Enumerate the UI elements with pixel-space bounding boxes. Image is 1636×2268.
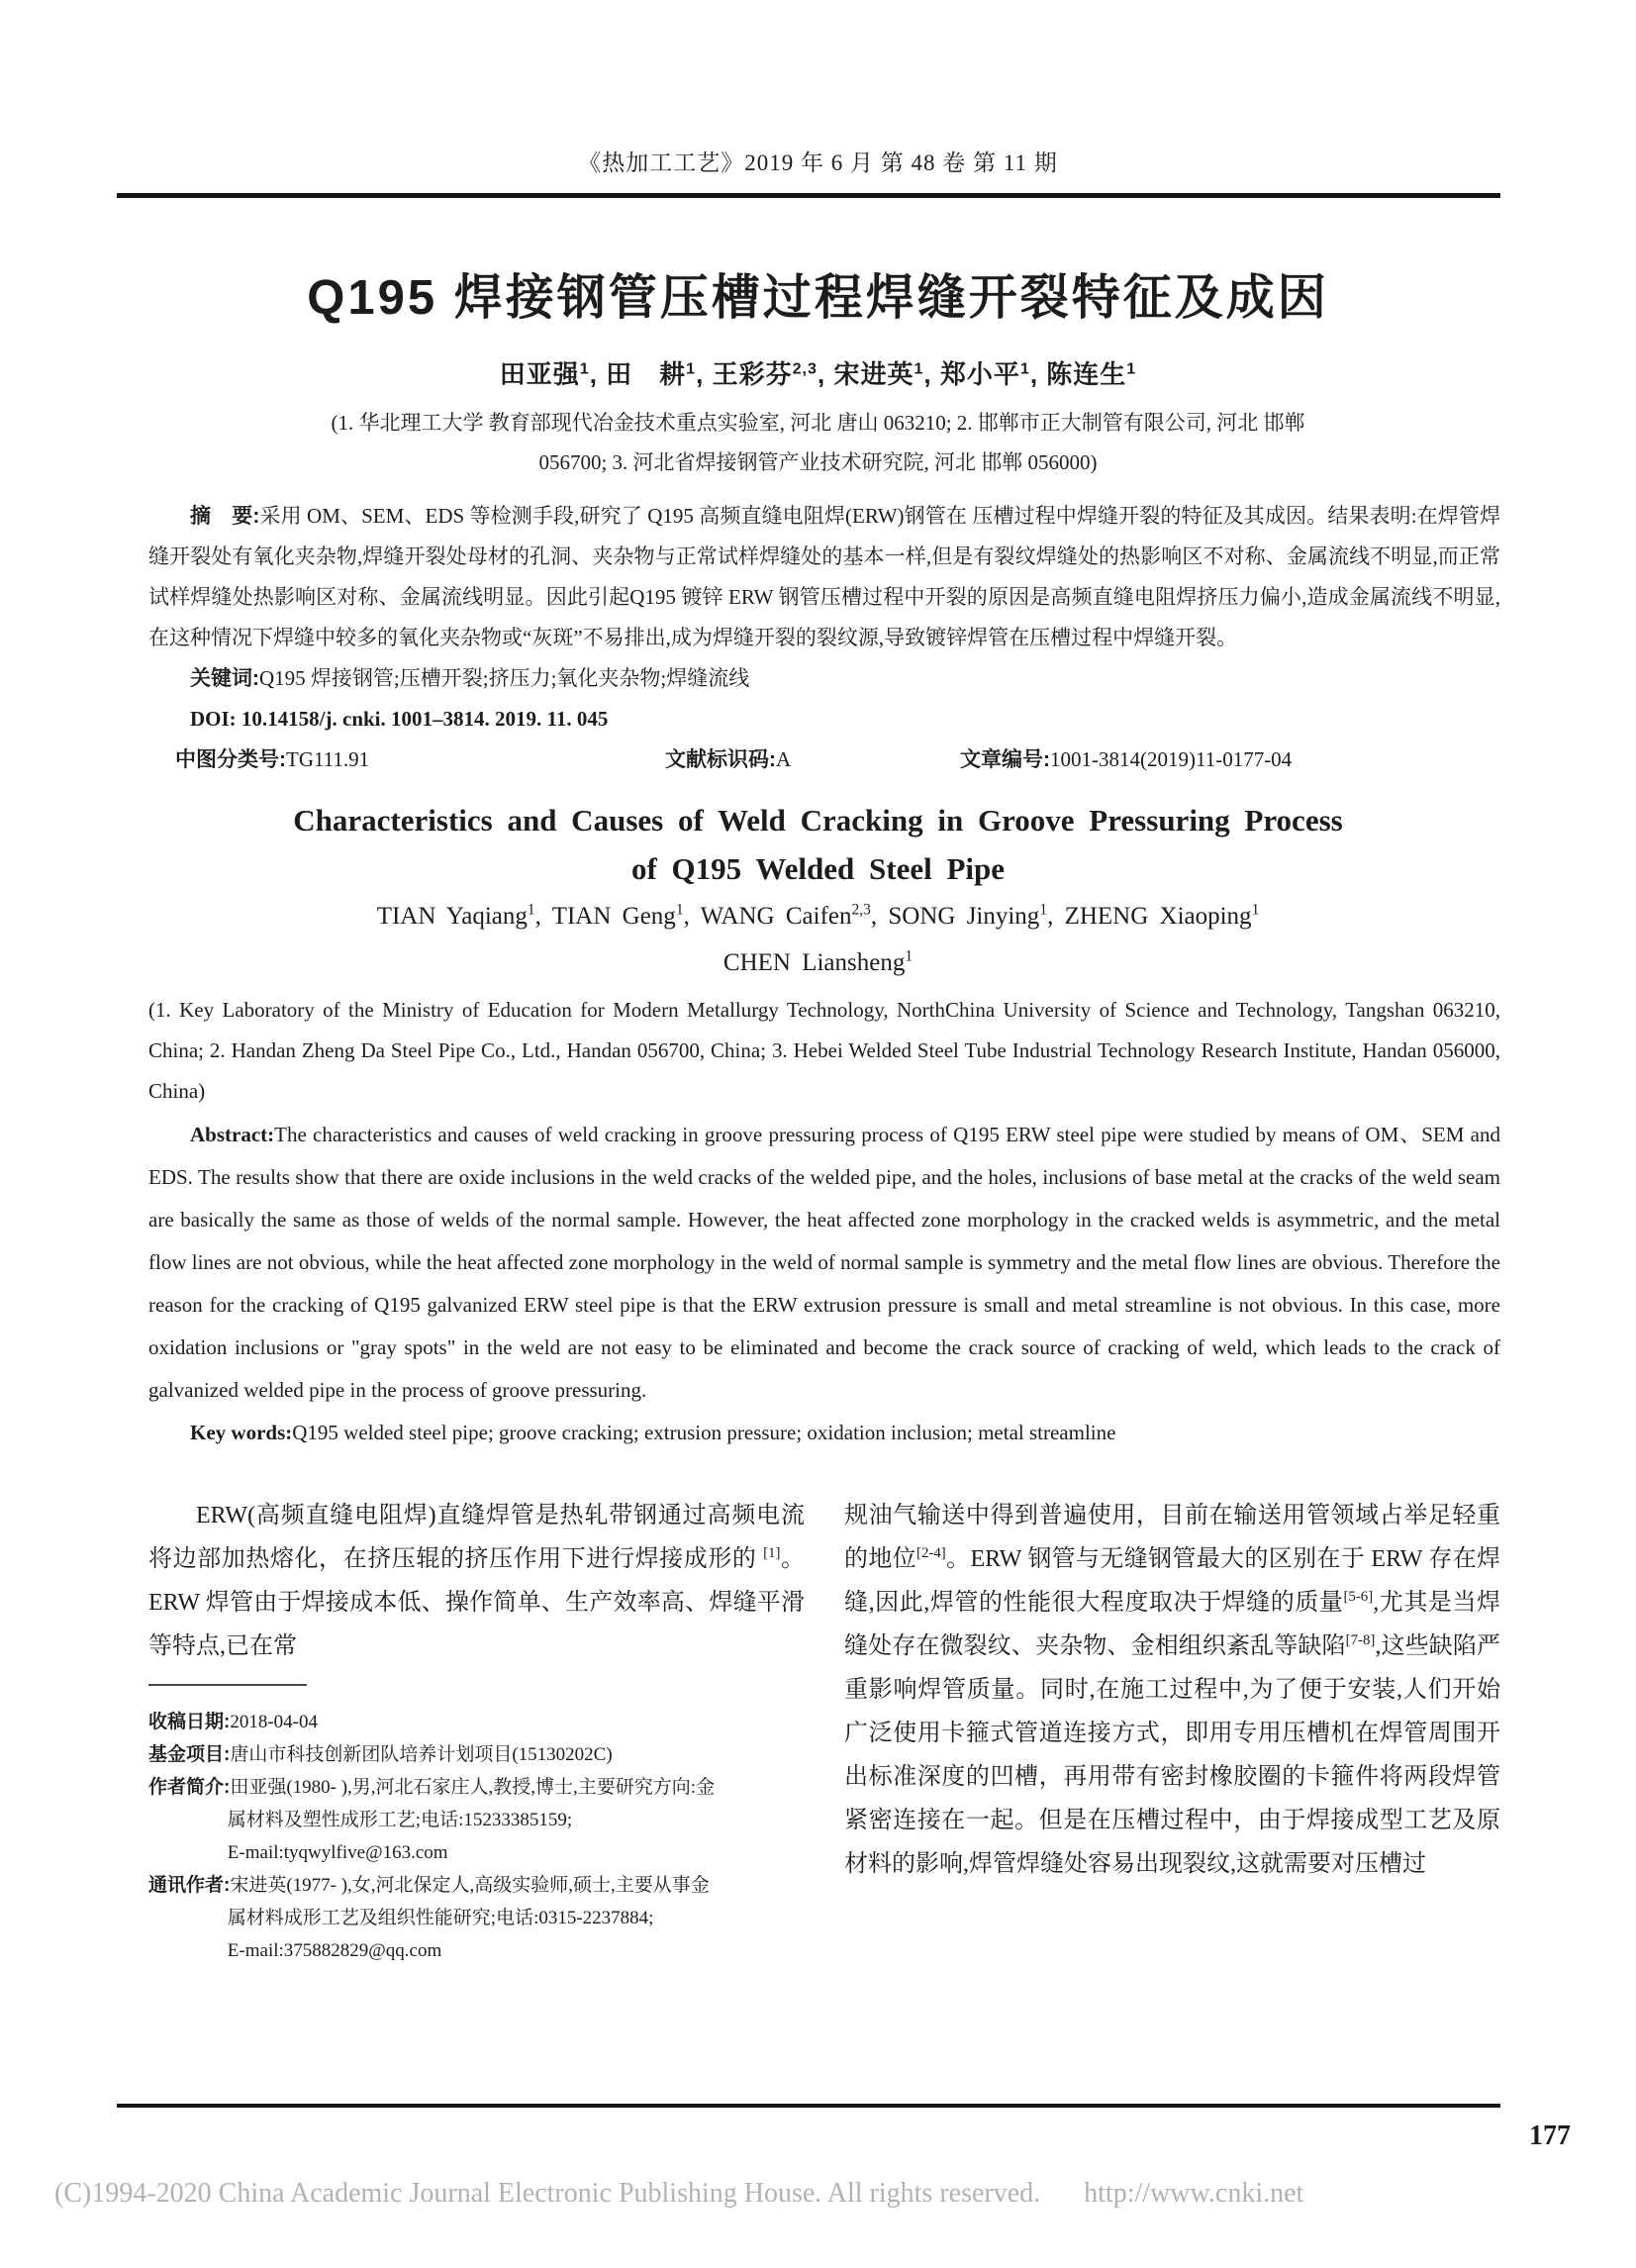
- abstract-en-label: Abstract:: [190, 1123, 275, 1146]
- abstract-zh-label: 摘 要:: [190, 505, 260, 528]
- article-title-zh: Q195 焊接钢管压槽过程焊缝开裂特征及成因: [307, 271, 1329, 325]
- affiliation-zh: [0, 403, 1636, 482]
- document-code-value: A: [776, 747, 792, 771]
- abstract-zh-text: 采用 OM、SEM、EDS 等检测手段,研究了 Q195 高频直缝电阻焊(ERW)钢管在 压槽过程中焊缝开裂的特征及其成因。结果表明:在焊管焊缝开裂处有氧化夹杂物,焊缝开裂处母材的孔洞、夹杂物与正常试样焊缝处的基本一样,但是有裂纹焊缝处的热影响区不对称、金属流线不明显,而正常试样焊缝处热影响区对称、金属流线明显。因此引起Q195 镀锌 ERW 钢管压槽过程中开裂的原因是高频直缝电阻焊挤压力偏小,造成金属流线不明显,在这种情况下焊缝中较多的氧化夹杂物或“灰斑”不易排出,成为焊缝开裂的裂纹源,导致镀锌焊管在压槽过程中焊缝开裂。: [148, 504, 1500, 649]
- footnote-divider-rule: [148, 1684, 307, 1686]
- authors-zh: 田亚强$^1$, 田 耕$^1$, 王彩芬$^{2,3}$, 宋进英$^1$, 郑小平$^1$, 陈连生$^1$: [499, 359, 1137, 389]
- keywords-en: [148, 1412, 1500, 1454]
- footnote-received-label: 收稿日期:: [148, 1712, 231, 1732]
- affiliation-zh-line1: (1. 华北理工大学 教育部现代冶金技术重点实验室, 河北 唐山 063210; 2. 邯郸市正大制管有限公司, 河北 邯郸: [331, 411, 1305, 435]
- abstract-en-text: The characteristics and causes of weld cracking in groove pressuring process of Q195 ERW steel pipe were studied by means of OM、SEM and EDS. The results show that there are oxide inclusions in the weld cracks of the welded pipe, and the holes, inclusions of base metal at the cracks of the weld seam are basically the same as those of welds of the normal sample. However, the heat affected zone morphology in the cracked welds is asymmetric, and the metal flow lines are not obvious, while the heat affected zone morphology in the weld of normal sample is symmetry and the metal flow lines are obvious. Therefore the reason for the cracking of Q195 galvanized ERW steel pipe is that the ERW extrusion pressure is small and metal streamline is not obvious. In this case, more oxidation inclusions or "gray spots" in the weld are not easy to be eliminated and become the crack source of cracking of weld, which leads to the crack of galvanized welded pipe in the process of groove pressuring.: [148, 1123, 1500, 1402]
- watermark-footer: [54, 2178, 1303, 2210]
- watermark-copyright: (C)1994-2020 China Academic Journal Electronic Publishing House. All rights reserved.: [54, 2178, 1041, 2209]
- clc-value: TG111.91: [286, 747, 370, 771]
- journal-issue-header: 《热加工工艺》2019 年 6 月 第 48 卷 第 11 期: [578, 150, 1058, 175]
- clc-number: [175, 740, 665, 780]
- footnote-corresponding-author-label: 通讯作者:: [148, 1875, 231, 1896]
- affiliation-en: (1. Key Laboratory of the Ministry of Education for Modern Metallurgy Technology, NorthChina University of Science and Technology, Tangshan 063210, China; 2. Handan Zheng Da Steel Pipe Co., Ltd., Handan 056700, China; 3. Hebei Welded Steel Tube Industrial Technology Research Institute, Handan 056000, China): [148, 998, 1500, 1103]
- authors-en-line1: TIAN Yaqiang$^1$, TIAN Geng$^1$, WANG Caifen$^{2,3}$, SONG Jinying$^1$, ZHENG Xiaoping$^1$: [376, 901, 1260, 930]
- document-code-label: 文献标识码:: [665, 748, 776, 771]
- watermark-url: http://www.cnki.net: [1084, 2178, 1304, 2209]
- affiliation-zh-line2: 056700; 3. 河北省焊接钢管产业技术研究院, 河北 邯郸 056000): [538, 450, 1098, 474]
- footnote-fund-value: 唐山市科技创新团队培养计划项目(15130202C): [230, 1744, 613, 1765]
- doi-line: DOI: 10.14158/j. cnki. 1001–3814. 2019. 11. 045: [190, 707, 609, 731]
- article-title-en: [0, 796, 1636, 893]
- body-column-left: [148, 1494, 805, 1967]
- body-paragraph-left: ERW(高频直缝电阻焊)直缝焊管是热轧带钢通过高频电流将边部加热熔化，在挤压辊的挤压作用下进行焊接成形的 [1]。ERW 焊管由于焊接成本低、操作简单、生产效率高、焊缝平滑等特点,已在常: [148, 1503, 806, 1659]
- keywords-en-label: Key words:: [190, 1421, 293, 1444]
- classification-row: [148, 740, 1500, 780]
- article-id: [960, 740, 1292, 780]
- body-columns: [148, 1494, 1500, 1967]
- footnote-received: [148, 1706, 805, 1738]
- abstract-zh: [148, 496, 1500, 658]
- footnote-corresponding-author: [148, 1869, 805, 1967]
- document-code: [665, 740, 960, 780]
- keywords-zh: [148, 658, 1500, 699]
- body-paragraph-right: 规油气输送中得到普遍使用，目前在输送用管领域占举足轻重的地位[2-4]。ERW 钢管与无缝钢管最大的区别在于 ERW 存在焊缝,因此,焊管的性能很大程度取决于焊缝的质量[5-6],尤其是当焊缝处存在微裂纹、夹杂物、金相组织紊乱等缺陷[7-8],这些缺陷严重影响焊管质量。同时,在施工过程中,为了便于安装,人们开始广泛使用卡箍式管道连接方式，即用专用压槽机在焊管周围开出标准深度的凹槽，再用带有密封橡胶圈的卡箍件将两段焊管紧密连接在一起。但是在压槽过程中，由于焊接成型工艺及原材料的影响,焊管焊缝处容易出现裂纹,这就需要对压槽过: [844, 1503, 1501, 1877]
- authors-en: [0, 893, 1636, 986]
- footnote-author-bio: [148, 1771, 805, 1869]
- body-column-right: [844, 1494, 1500, 1967]
- footnote-author-bio-value: 田亚强(1980- ),男,河北石家庄人,教授,博士,主要研究方向:金 属材料及塑性成形工艺;电话:15233385159; E-mail:tyqwylfive@163.com: [227, 1777, 716, 1863]
- footnote-fund: [148, 1738, 805, 1771]
- article-title-en-line2: of Q195 Welded Steel Pipe: [630, 851, 1006, 886]
- footnote-corresponding-author-value: 宋进英(1977- ),女,河北保定人,高级实验师,硕士,主要从事金 属材料成形工艺及组织性能研究;电话:0315-2237884; E-mail:375882829@qq.com: [227, 1875, 710, 1961]
- footnote-fund-label: 基金项目:: [148, 1744, 231, 1765]
- footnote-author-bio-label: 作者简介:: [148, 1777, 231, 1798]
- page-number: 177: [1529, 2120, 1571, 2151]
- abstract-en: [148, 1114, 1500, 1412]
- keywords-zh-label: 关键词:: [190, 667, 259, 690]
- keywords-zh-text: Q195 焊接钢管;压槽开裂;挤压力;氧化夹杂物;焊缝流线: [259, 666, 750, 690]
- keywords-en-text: Q195 welded steel pipe; groove cracking; extrusion pressure; oxidation inclusion; metal streamline: [292, 1421, 1116, 1444]
- footer-divider-rule: [117, 2104, 1500, 2108]
- authors-en-line2: CHEN Liansheng$^1$: [722, 947, 914, 976]
- footnote-received-value: 2018-04-04: [230, 1712, 318, 1732]
- article-id-value: 1001-3814(2019)11-0177-04: [1050, 747, 1293, 771]
- article-title-en-line1: Characteristics and Causes of Weld Cracking in Groove Pressuring Process: [293, 803, 1343, 838]
- clc-label: 中图分类号:: [175, 748, 286, 771]
- header-divider-rule: [117, 193, 1500, 198]
- article-id-label: 文章编号:: [960, 748, 1050, 771]
